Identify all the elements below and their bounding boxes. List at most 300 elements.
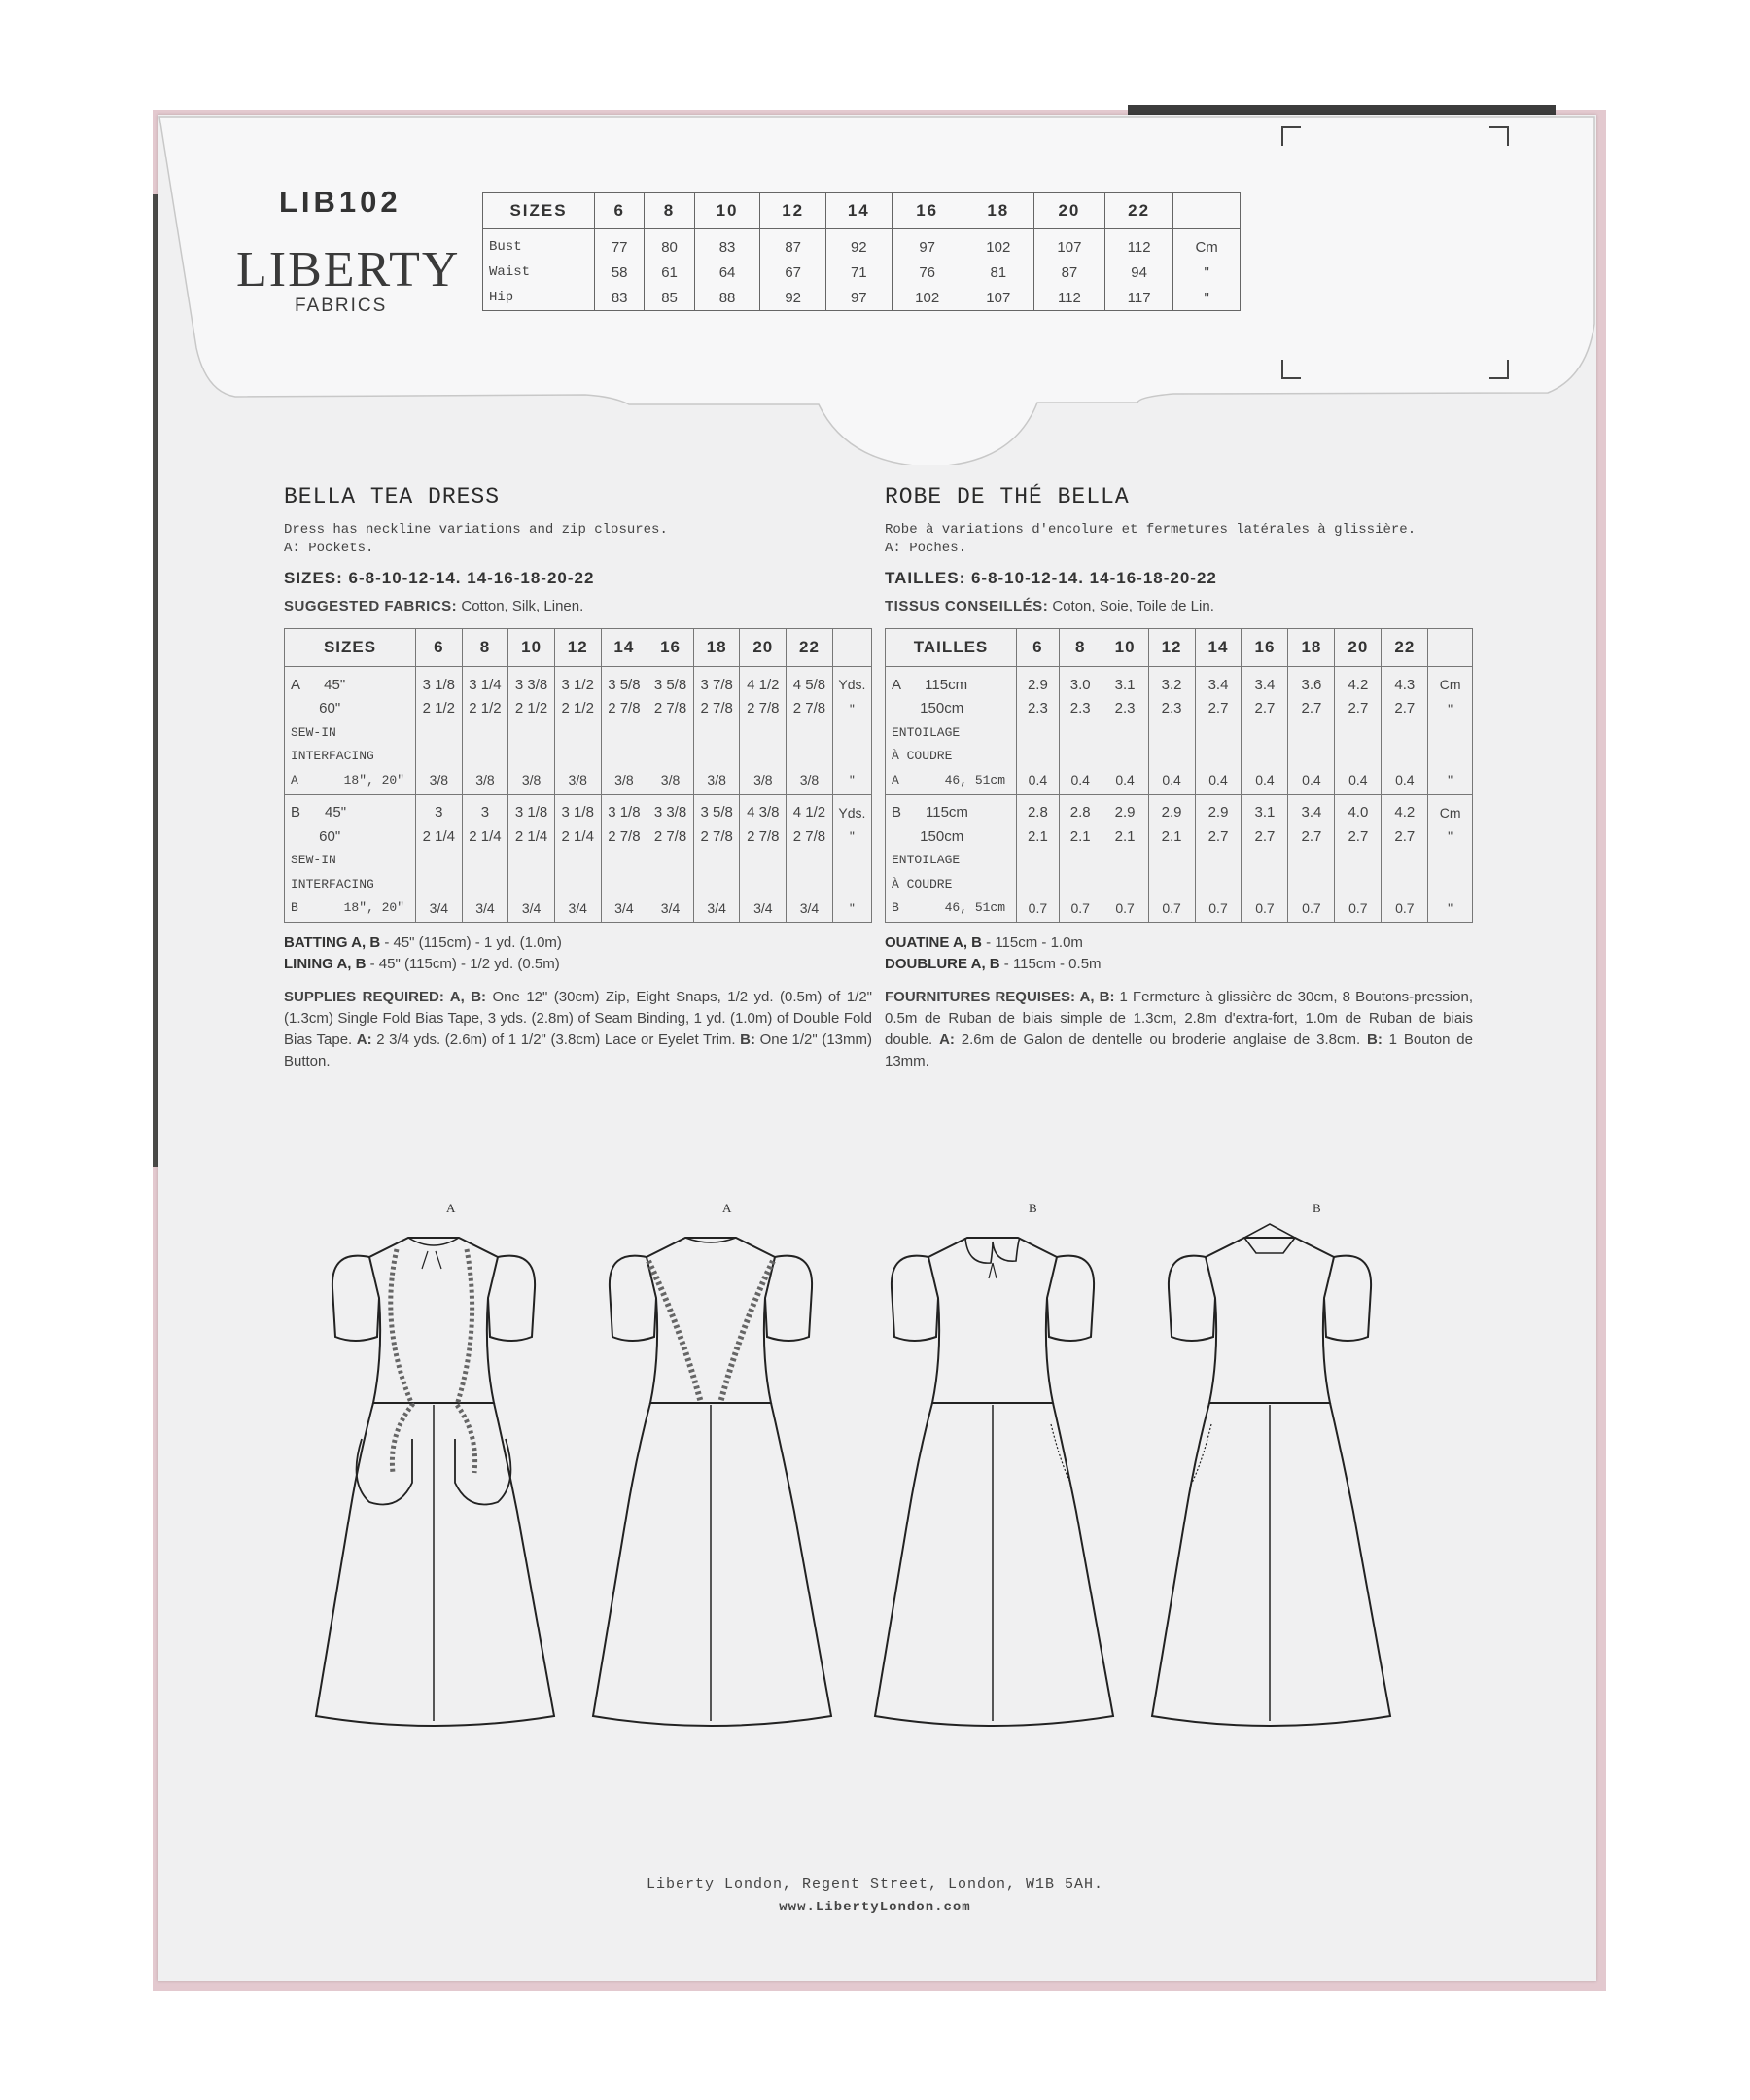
fabric-value: 2 7/8 [601,824,648,849]
fabric-row [886,667,1473,697]
fabric-row [285,768,872,794]
fabric-value: 2.7 [1288,824,1335,849]
description-line: Dress has neckline variations and zip closures. [284,522,668,538]
fabric-unit: Cm [1428,794,1473,824]
fabric-value [693,745,740,769]
fabric-value: 2.1 [1102,824,1148,849]
batting-lining [284,932,872,975]
fabric-value: 2.8 [1059,794,1102,824]
description-line: A: Poches. [885,541,967,556]
measurement-label: Hip [483,285,595,311]
fabric-value: 4.3 [1382,667,1428,697]
fabric-value: 2.7 [1288,697,1335,721]
suggested-fabrics [284,598,872,614]
measurement-unit: Cm [1173,229,1241,261]
fabric-value [554,745,601,769]
footer-address: Liberty London, Regent Street, London, W1B 5AH. [646,1876,1104,1893]
fabric-value [787,849,833,873]
fabric-value: 3.1 [1242,794,1288,824]
measurement-value: 81 [962,260,1033,285]
crop-mark-bl [1281,360,1301,379]
supplies-b-label: B: [1366,1032,1382,1048]
fabric-value [416,872,463,896]
supplies-text: 1 Fermeture à glissière de 30cm, 8 Boutons-pression, 0.5m de Ruban de biais simple de 1.3cm, 2.8m d'extra-fort, 1.0m de Ruban de biais double. [885,989,1473,1048]
fabric-value [508,849,555,873]
fabric-row [886,872,1473,896]
fabric-size-header: 10 [508,629,555,667]
fabric-value: 2.8 [1017,794,1060,824]
crop-mark-br [1489,360,1509,379]
measurement-row [483,285,1241,311]
fabric-row-label: 60" [285,697,416,721]
fabric-value: 2.9 [1017,667,1060,697]
fabric-row [886,768,1473,794]
fabric-value: 4 1/2 [740,667,787,697]
measurement-value: 64 [694,260,760,285]
fabric-value: 2 1/2 [554,697,601,721]
fabric-row-label: 150cm [886,824,1017,849]
fabric-unit-header [1428,629,1473,667]
fabric-size-header: 12 [554,629,601,667]
fabric-value: 2.3 [1017,697,1060,721]
size-column-header: 18 [962,193,1033,229]
view-label-b-front: B [1029,1201,1037,1215]
fabric-value [787,745,833,769]
fabric-unit: " [832,824,871,849]
fabric-value: 2.3 [1148,697,1195,721]
measurement-value: 107 [962,285,1033,311]
fabric-table-corner-header: SIZES [285,629,416,667]
fabric-value: 3.4 [1288,794,1335,824]
fabric-value [1102,745,1148,769]
fabric-row [285,794,872,824]
fabric-value [1335,720,1382,745]
fabric-value [1288,720,1335,745]
fabric-value [648,720,694,745]
fabric-value [508,720,555,745]
fabric-value [1059,720,1102,745]
fabric-unit [1428,720,1473,745]
fabric-unit [1428,745,1473,769]
fabric-value: 0.7 [1148,896,1195,923]
fabric-row [285,697,872,721]
fabric-value: 3/8 [416,768,463,794]
fabric-unit: Yds. [832,667,871,697]
fabric-unit [1428,872,1473,896]
lining-label: DOUBLURE A, B [885,956,1000,972]
fabric-value: 2.7 [1335,824,1382,849]
supplies-b-text: One 1/2" (13mm) Button. [284,1032,872,1069]
supplies-text: One 12" (30cm) Zip, Eight Snaps, 1/2 yd. (0.5m) of 1/2" (1.3cm) Single Fold Bias Tape, 3 yds. (2.8m) of Seam Binding, 1 yd. (1.0m) of Double Fold Bias Tape. [284,989,872,1048]
fabric-value [1195,745,1242,769]
size-column-header: 12 [760,193,826,229]
fabric-value [1102,720,1148,745]
fabric-value [508,872,555,896]
fabric-value: 2 1/4 [554,824,601,849]
fabric-value: 3.1 [1102,667,1148,697]
supplies-a-text: 2 3/4 yds. (2.6m) of 1 1/2" (3.8cm) Lace or Eyelet Trim. [371,1032,741,1048]
fabric-unit: " [1428,824,1473,849]
fabric-size-header: 8 [1059,629,1102,667]
size-column-header: 8 [645,193,694,229]
lining-value: - 115cm - 0.5m [999,956,1102,972]
measurement-value: 85 [645,285,694,311]
fabric-value [462,872,508,896]
fabric-value [1148,720,1195,745]
fabric-value: 2 7/8 [787,697,833,721]
brand-logo: LIBERTY [236,242,461,298]
fabric-value: 2 1/2 [416,697,463,721]
fabric-row-label: B 46, 51cm [886,896,1017,923]
fabric-value: 0.7 [1288,896,1335,923]
view-label-a-front: A [446,1201,456,1215]
fabric-value [1017,849,1060,873]
measurement-value: 92 [825,229,892,261]
measurement-value: 112 [1033,285,1104,311]
description-line: A: Pockets. [284,541,374,556]
fabric-size-header: 14 [1195,629,1242,667]
fabric-value: 0.4 [1335,768,1382,794]
measurement-value: 117 [1104,285,1172,311]
fabric-value: 2.7 [1242,824,1288,849]
fabric-value [1242,872,1288,896]
dress-b-front-drawing [875,1238,1113,1726]
supplies-a-label: A: [939,1032,955,1048]
fabric-value: 0.4 [1242,768,1288,794]
supplies-a-text: 2.6m de Galon de dentelle ou broderie anglaise de 3.8cm. [954,1032,1367,1048]
fabric-value: 3/4 [740,896,787,923]
supplies-required [284,987,872,1072]
fabric-value: 3 [462,794,508,824]
measurement-value: 92 [760,285,826,311]
fabric-value [1059,849,1102,873]
measurement-value: 83 [694,229,760,261]
fabric-size-header: 18 [693,629,740,667]
fabric-value [416,745,463,769]
batting-label: OUATINE A, B [885,934,982,951]
measurement-unit: " [1173,285,1241,311]
fabric-value [693,872,740,896]
fabric-value [1102,872,1148,896]
fabric-value: 0.7 [1059,896,1102,923]
batting-value: - 115cm - 1.0m [982,934,1083,951]
fabric-value [1288,872,1335,896]
fabric-value: 0.4 [1382,768,1428,794]
pattern-code: LIB102 [279,185,402,219]
fabric-value: 3/4 [648,896,694,923]
fabric-table-corner-header: TAILLES [886,629,1017,667]
fabric-value: 3.4 [1242,667,1288,697]
fabric-unit [832,720,871,745]
fabric-value [693,720,740,745]
fabric-table-header-row [285,629,872,667]
fabric-value: 3 1/8 [601,794,648,824]
fabric-value: 3 5/8 [693,794,740,824]
supplies-b-label: B: [740,1032,755,1048]
fabric-value: 3/4 [462,896,508,923]
fabric-value [693,849,740,873]
fabric-row-label: A 115cm [886,667,1017,697]
dress-b-back-drawing [1152,1224,1390,1726]
size-column-header: 10 [694,193,760,229]
fabric-size-header: 12 [1148,629,1195,667]
fabric-value: 3/4 [416,896,463,923]
fabric-row [886,896,1473,923]
batting-label: BATTING A, B [284,934,381,951]
measurement-value: 87 [760,229,826,261]
fabric-value [1148,745,1195,769]
fabric-row-label: 150cm [886,697,1017,721]
size-column-header: 14 [825,193,892,229]
fabric-value [462,720,508,745]
fabric-value: 2.1 [1059,824,1102,849]
fabric-unit: " [1428,896,1473,923]
fabric-row-label: À COUDRE [886,872,1017,896]
fabric-unit [832,745,871,769]
fabric-value [1195,872,1242,896]
fabric-value: 2 7/8 [693,697,740,721]
fabric-row-label: B 18", 20" [285,896,416,923]
fabric-value [648,849,694,873]
fabric-value: 3 1/8 [416,667,463,697]
measurement-unit: " [1173,260,1241,285]
supplies-required-fr [885,987,1473,1072]
fabric-value [1148,872,1195,896]
lining-value: - 45" (115cm) - 1/2 yd. (0.5m) [366,956,560,972]
fabric-value [1335,849,1382,873]
supplies-label: SUPPLIES REQUIRED: A, B: [284,989,487,1005]
fabric-unit-header [832,629,871,667]
fabric-value: 3/8 [740,768,787,794]
fabrics-value: Cotton, Silk, Linen. [461,598,584,614]
unit-column-header [1173,193,1241,229]
fabric-value: 2.9 [1148,794,1195,824]
fabric-size-header: 8 [462,629,508,667]
fabric-value: 0.7 [1102,896,1148,923]
size-column-header: 22 [1104,193,1172,229]
fabric-value [416,720,463,745]
fabric-value [648,745,694,769]
fabric-value: 3.0 [1059,667,1102,697]
fabric-value: 0.7 [1335,896,1382,923]
fabric-value: 2 7/8 [693,824,740,849]
fabric-row [886,697,1473,721]
fabric-value [740,745,787,769]
measurement-value: 67 [760,260,826,285]
fabric-value [1288,849,1335,873]
fabric-size-header: 6 [1017,629,1060,667]
fabric-value: 3 7/8 [693,667,740,697]
fabric-value [740,720,787,745]
measurement-value: 77 [595,229,645,261]
fabric-row-label: A 46, 51cm [886,768,1017,794]
fabric-value: 3.6 [1288,667,1335,697]
fabric-value [462,849,508,873]
fabric-value: 2 1/4 [416,824,463,849]
english-column [284,484,872,1072]
fabric-value [462,745,508,769]
fabric-value [416,849,463,873]
fabric-value: 3/8 [787,768,833,794]
measurement-value: 97 [825,285,892,311]
fabric-value: 2 1/2 [508,697,555,721]
fabric-unit: " [1428,768,1473,794]
size-column-header: 20 [1033,193,1104,229]
fabric-value [1382,720,1428,745]
size-column-header: 16 [892,193,962,229]
fabric-value [1017,872,1060,896]
measurement-value: 80 [645,229,694,261]
fabric-value: 3/4 [601,896,648,923]
fabric-value: 2.7 [1382,824,1428,849]
fabric-value: 0.7 [1242,896,1288,923]
fabric-size-header: 14 [601,629,648,667]
fabric-value: 2.7 [1195,824,1242,849]
fabric-value: 2.1 [1017,824,1060,849]
fabric-row [886,794,1473,824]
fabric-value: 2.9 [1102,794,1148,824]
fabric-value: 2 7/8 [740,824,787,849]
fabric-row-label: SEW-IN [285,720,416,745]
fabric-value: 3/8 [508,768,555,794]
fabrics-value: Coton, Soie, Toile de Lin. [1052,598,1214,614]
fabric-value [1102,849,1148,873]
fabric-value [740,872,787,896]
fabric-value: 2.7 [1335,697,1382,721]
fabric-value [648,872,694,896]
measurement-row [483,229,1241,261]
measurement-value: 71 [825,260,892,285]
fabric-value [740,849,787,873]
fabric-row [285,849,872,873]
fabric-unit: " [832,768,871,794]
measurement-value: 97 [892,229,962,261]
batting-lining-fr [885,932,1473,975]
fabric-value: 3 5/8 [648,667,694,697]
fabric-size-header: 10 [1102,629,1148,667]
fabric-value: 2 1/2 [462,697,508,721]
fabric-unit: " [832,697,871,721]
fabric-value [1059,872,1102,896]
measurement-value: 58 [595,260,645,285]
fabric-row [285,896,872,923]
fabric-value [601,849,648,873]
fabric-row-label: À COUDRE [886,745,1017,769]
fabric-value [787,872,833,896]
fabric-unit [832,872,871,896]
fabric-size-header: 16 [648,629,694,667]
fabric-value: 2.7 [1242,697,1288,721]
fabric-value: 2 1/4 [462,824,508,849]
crop-mark-tr [1489,126,1509,146]
fabric-value: 2.7 [1195,697,1242,721]
fabric-size-header: 22 [787,629,833,667]
measurement-value: 107 [1033,229,1104,261]
fabric-value: 2 7/8 [740,697,787,721]
fabric-value: 3/8 [462,768,508,794]
fabric-value: 2 7/8 [648,824,694,849]
batting-value: - 45" (115cm) - 1 yd. (1.0m) [380,934,562,951]
fabric-row [285,824,872,849]
fabrics-label: SUGGESTED FABRICS: [284,598,458,614]
fabric-value: 3/8 [648,768,694,794]
measurement-value: 102 [892,285,962,311]
fabric-value: 3/8 [601,768,648,794]
fabric-value: 0.7 [1195,896,1242,923]
fabric-size-header: 20 [740,629,787,667]
fabric-row [886,849,1473,873]
pattern-title-fr: ROBE DE THÉ BELLA [885,484,1130,509]
fabric-value: 2 7/8 [601,697,648,721]
view-label-a-back: A [722,1201,732,1215]
fabric-size-header: 16 [1242,629,1288,667]
fabric-value: 0.4 [1017,768,1060,794]
supplies-a-label: A: [356,1032,372,1048]
fabric-value [1335,745,1382,769]
fabric-value [1195,720,1242,745]
fabric-value: 3/8 [693,768,740,794]
measurement-value: 112 [1104,229,1172,261]
measurement-value: 94 [1104,260,1172,285]
fabric-size-header: 18 [1288,629,1335,667]
supplies-b-text: 1 Bouton de 13mm. [885,1032,1473,1069]
fabric-value: 0.7 [1017,896,1060,923]
fabric-value: 3.4 [1195,667,1242,697]
measurement-value: 83 [595,285,645,311]
fabric-value [1242,745,1288,769]
fabric-value [1382,849,1428,873]
fabric-value [1335,872,1382,896]
fabric-row-label: ENTOILAGE [886,849,1017,873]
fabric-value [601,720,648,745]
measurement-value: 61 [645,260,694,285]
fabric-value: 4 3/8 [740,794,787,824]
fabric-value [1242,720,1288,745]
fabric-row [285,745,872,769]
fabric-value: 2.3 [1102,697,1148,721]
fabric-value [1017,745,1060,769]
fabric-value: 3 1/8 [508,794,555,824]
dress-a-front-drawing [316,1238,554,1726]
fabric-row-label: A 45" [285,667,416,697]
fabric-value: 3 5/8 [601,667,648,697]
measurement-row [483,260,1241,285]
view-label-b-back: B [1312,1201,1321,1215]
fabric-unit: Cm [1428,667,1473,697]
measurement-label: Bust [483,229,595,261]
fabric-value: 3/4 [508,896,555,923]
fabric-table-header-row [886,629,1473,667]
fabric-row-label: INTERFACING [285,745,416,769]
fabric-size-header: 20 [1335,629,1382,667]
fabric-value: 3/8 [554,768,601,794]
fabric-value [601,745,648,769]
fabric-value [601,872,648,896]
fabric-unit [1428,849,1473,873]
measurement-value: 87 [1033,260,1104,285]
fabric-value: 2.3 [1059,697,1102,721]
size-header-cell: SIZES [483,193,595,229]
fabric-value [1148,849,1195,873]
fabric-value [1288,745,1335,769]
fabric-value [1195,849,1242,873]
fabric-value: 0.7 [1382,896,1428,923]
fabric-row-label: INTERFACING [285,872,416,896]
measurement-value: 76 [892,260,962,285]
fabric-value: 3 [416,794,463,824]
lining-label: LINING A, B [284,956,367,972]
fabric-requirements-table [284,628,872,923]
